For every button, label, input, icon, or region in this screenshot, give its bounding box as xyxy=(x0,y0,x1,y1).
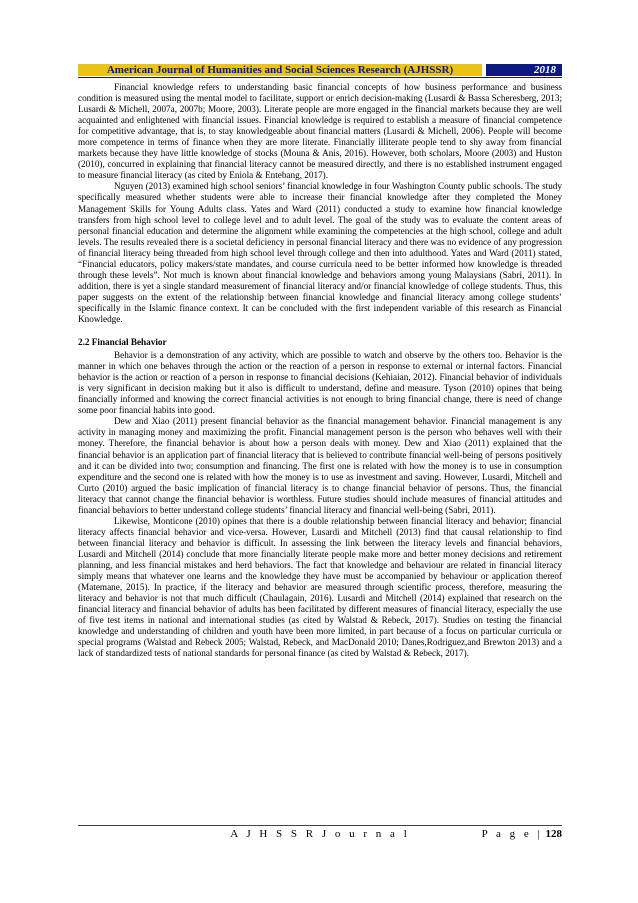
paragraph: Likewise, Monticone (2010) opines that there is a double relationship between financial literacy and behavior; financial literacy affects financial behavior and vice-versa. However, Lusardi and Mitchell (2013) find that causal relationship to find between financial literacy and behavior is difficult. In assessing the link between the literacy levels and financial behaviors, Lusardi and Mitchell (2014) conclude that more financially literate people make more and better money decisions and retirement planning, and less financial mistakes and herd behaviors. The fact that knowledge and behaviour are related in financial literacy simply means that whatever one learns and the knowledge they have must be accompanied by behaviour or application thereof (Matemane, 2015). In practice, if the literacy and behavior are measured through scientific process, therefore, measuring the literacy and behavior is not that much difficult (Chaulagain, 2016). Lusardi and Mitchell (2014) explained that research on the financial literacy and financial behavior of adults has been facilitated by different measures of financial literacy, especially the use of five test items in national and international studies (as cited by Walstad & Rebeck, 2017). Studies on testing the financial knowledge and understanding of children and youth have been more limited, in part because of a focus on particular curricula or special programs (Walstad and Rebeck 2005; Walstad, Rebeck, and MacDonald 2010; Danes,Rodriguez,and Brewton 2013) and a lack of standardized tests of national standards for personal finance (as cited by Walstad & Rebeck, 2017). xyxy=(78,515,562,659)
page-label: P a g e | xyxy=(481,828,543,840)
section-heading: 2.2 Financial Behavior xyxy=(78,337,167,348)
paragraph: Dew and Xiao (2011) present financial behavior as the financial management behavior. Financial management is any activity in managing money and maximizing the profit. Financial management person is the person who behaves well with their money. Therefore, the financial behavior is about how a person deals with money. Dew and Xiao (2011) explained that the financial behavior is an application part of financial literacy that is believed to contribute financial well-being of persons positively and it can be divided into two; consumption and financing. The first one is related with how the money is to use in consumption expenditure and the second one is related with how the money is to use as investment and saving. However, Lusardi, Mitchell and Curto (2010) argued the basic implication of financial literacy is to change financial behavior of persons. Thus, the financial literacy that cannot change the financial behavior is worthless. Future studies should include measures of financial attitudes and financial behaviors to better understand college students’ financial literacy and financial well-being (Sabri, 2011). xyxy=(78,416,562,515)
footer-page xyxy=(482,826,562,842)
paragraph: Behavior is a demonstration of any activity, which are possible to watch and observe by the others too. Behavior is the manner in which one behaves through the action or the reaction of a person in response to external or internal factors. Financial behavior is the action or reaction of a person in response to financial decisions (Kehiaian, 2012). Financial behavior of individuals is very significant in decision making but it also is difficult to understand, define and measure. Tyson (2010) opines that being financially informed and knowing the correct financial activities is not enough to bring financial change, there is need of change some poor financial habits into good. xyxy=(78,350,562,416)
page-number: 128 xyxy=(545,828,562,840)
journal-year: 2018 xyxy=(534,64,556,76)
running-footer xyxy=(78,825,562,842)
journal-title: American Journal of Humanities and Social Sciences Research (AJHSSR) xyxy=(106,64,454,76)
running-header xyxy=(78,63,562,78)
paragraph: Nguyen (2013) examined high school seniors’ financial knowledge in four Washington County public schools. The study specifically measured whether students were able to increase their financial knowledge after they completed the Money Management Skills for Young Adults class. Yates and Ward (2011) conducted a study to examine how financial knowledge transfers from high school level to college level and to adult level. The goal of the study was to evaluate the content areas of personal financial education and determine the alignment while examining the competencies at the high school, college and adult levels. The results revealed there is a societal deficiency in personal financial literacy and there was no evidence of any progression of financial literacy being threaded from high school level through college and then into adulthood. Yates and Ward (2011) stated, “Financial educators, policy makers/state mandates, and course curricula need to be better informed how knowledge is threaded through these levels”. Not much is known about financial knowledge and behaviors among young Malaysians (Sabri, 2011). In addition, there is yet a single standard measurement of financial literacy and/or financial knowledge of college students. Thus, this paper suggests on the extent of the relationship between financial knowledge and financial literacy among college students’ specifically in the Islamic finance context. It can be concluded with the first independent variable of this research as Financial Knowledge. xyxy=(78,181,562,324)
footer-journal-label: A J H S S R J o u r n a l xyxy=(230,828,410,840)
paragraph: Financial knowledge refers to understanding basic financial concepts of how business performance and business condition is measured using the mental model to facilitate, support or enrich decision-making (Lusardi & Bassa Scheresberg, 2013; Lusardi & Michell, 2007a, 2007b; Moore, 2003). Literate people are more engaged in the financial markets because they are well acquainted and enlightened with financial issues. Financial knowledge is required to establish a measure of financial competence for competitive advantage, that is, to stay knowledgeable about financial matters (Lusardi & Michell, 2006). People will become more competence in terms of finance when they are more literate. Financially illiterate people tend to shy away from financial markets because they have little knowledge of stocks (Mouna & Anis, 2016). However, both scholars, Moore (2003) and Huston (2010), concurred in explaining that financial literacy cannot be measured directly, and there is no established instrument engaged to measure financial literacy (as cited by Eniola & Entebang, 2017). xyxy=(78,82,562,181)
article-body xyxy=(78,82,562,659)
header-year-box xyxy=(486,64,562,76)
